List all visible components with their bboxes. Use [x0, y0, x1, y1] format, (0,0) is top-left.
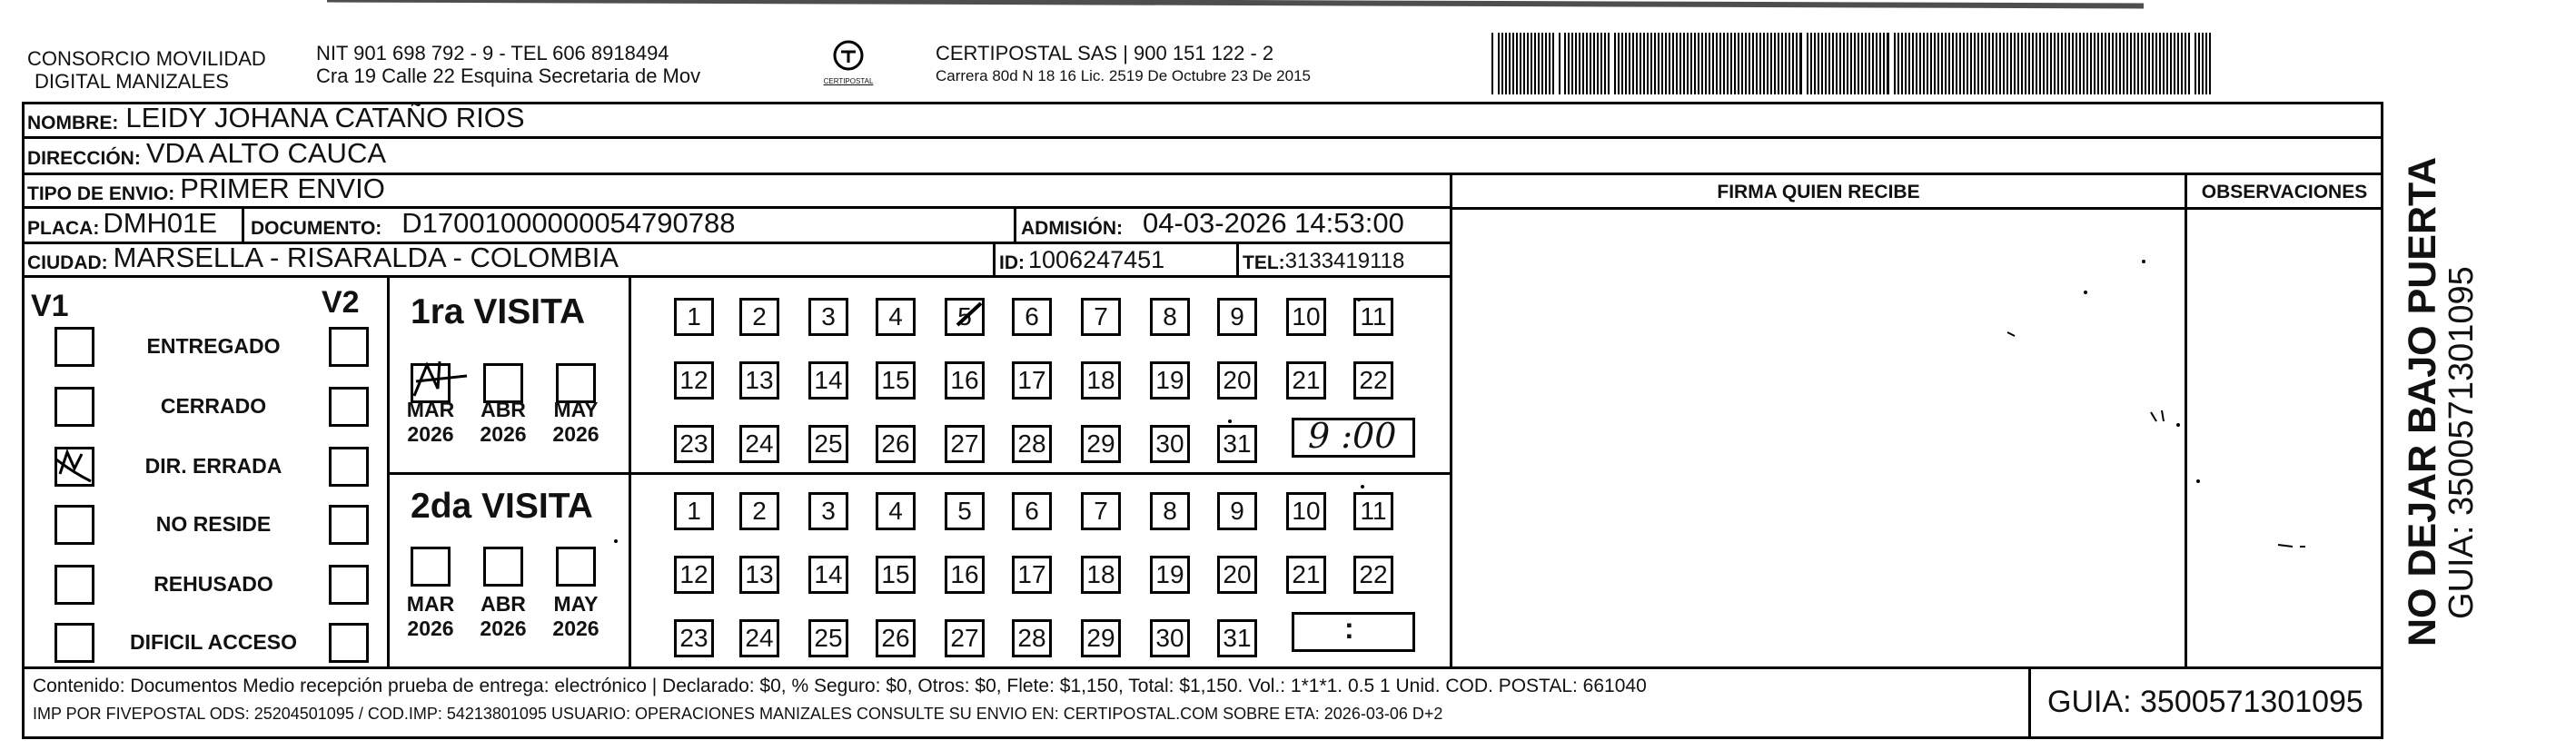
firma-header: FIRMA QUIEN RECIBE [1717, 182, 1920, 202]
side-warning: NO DEJAR BAJO PUERTA [2401, 156, 2444, 646]
footer-line1: Contenido: Documentos Medio recepción prueba de entrega: electrónico | Declarado: $0, % Seguro: $0, Otros: $0, Flete: $1,150, Total: $1,150. Vol.: 1*1*1. 0.5 1 Unid. COD. POSTAL: 661040 [33, 676, 1647, 696]
first-visit-day[interactable]: 1 [674, 298, 714, 336]
month-name: MAR [406, 592, 455, 616]
second-visit-day[interactable]: 8 [1150, 492, 1190, 530]
nombre-label: NOMBRE: [27, 113, 119, 133]
placa-label: PLACA: [27, 218, 100, 239]
logo-text: CERTIPOSTAL [823, 77, 874, 85]
second-visit-day[interactable]: 3 [808, 492, 848, 530]
placa-value: DMH01E [103, 207, 218, 239]
first-visit-day[interactable]: 16 [945, 361, 985, 400]
month-name: MAR [406, 398, 455, 421]
company-line1: CONSORCIO MOVILIDAD [27, 47, 266, 70]
second-visit-day[interactable]: 2 [739, 492, 779, 530]
tipo-label: TIPO DE ENVIO: [27, 183, 175, 204]
first-visit-day[interactable]: 3 [808, 298, 848, 336]
courier-line2: Carrera 80d N 18 16 Lic. 2519 De Octubre 23 De 2015 [936, 67, 1311, 84]
second-visit-day[interactable]: 11 [1353, 492, 1393, 530]
admision-value: 04-03-2026 14:53:00 [1143, 207, 1404, 239]
second-visit-day[interactable]: 18 [1081, 556, 1121, 594]
second-visit-day[interactable]: 4 [876, 492, 916, 530]
second-visit-day[interactable]: 27 [945, 619, 985, 657]
second-visit-day[interactable]: 26 [876, 619, 916, 657]
side-guia: GUIA: 3500571301095 [2442, 266, 2481, 619]
status-label: DIFICIL ACCESO [129, 630, 297, 654]
observaciones-header: OBSERVACIONES [2201, 182, 2368, 202]
second-visit-day[interactable]: 30 [1150, 619, 1190, 657]
first-visit-day[interactable]: 17 [1012, 361, 1052, 400]
status-label: NO RESIDE [155, 512, 272, 536]
second-visit-day[interactable]: 28 [1012, 619, 1052, 657]
footer-guia: GUIA: 3500571301095 [2047, 685, 2363, 719]
first-visit-day[interactable]: 5 [945, 298, 985, 336]
first-visit-day[interactable]: 31 [1217, 425, 1257, 463]
tel-label: TEL: [1243, 252, 1285, 273]
nit-line: NIT 901 698 792 - 9 - TEL 606 8918494 [316, 42, 669, 64]
month-year: 2026 [407, 422, 454, 446]
first-visit-day[interactable]: 4 [876, 298, 916, 336]
first-visit-time: 9 :00 [1308, 416, 1397, 456]
second-visit-day[interactable]: 5 [945, 492, 985, 530]
second-visit-day[interactable]: 22 [1353, 556, 1393, 594]
first-visit-day[interactable]: 27 [945, 425, 985, 463]
first-visit-day[interactable]: 28 [1012, 425, 1052, 463]
footer-line2: IMP POR FIVEPOSTAL ODS: 25204501095 / COD.IMP: 54213801095 USUARIO: OPERACIONES MANIZALES CONSULTE SU ENVIO EN: CERTIPOSTAL.COM SOBRE ETA: 2026-03-06 D+2 [33, 705, 1443, 723]
first-visit-day[interactable]: 10 [1286, 298, 1326, 336]
documento-label: DOCUMENTO: [251, 218, 382, 239]
first-visit-title: 1ra VISITA [411, 292, 586, 331]
status-label: DIR. ERRADA [144, 454, 282, 478]
month-year: 2026 [407, 617, 454, 640]
v1-header: V1 [31, 289, 69, 323]
month-year: 2026 [480, 422, 527, 446]
first-visit-day[interactable]: 26 [876, 425, 916, 463]
second-visit-day[interactable]: 29 [1081, 619, 1121, 657]
month-name: ABR [481, 398, 526, 421]
first-visit-day[interactable]: 23 [674, 425, 714, 463]
month-name: MAY [553, 592, 599, 616]
month-year: 2026 [480, 617, 527, 640]
first-visit-day[interactable]: 24 [739, 425, 779, 463]
first-visit-day[interactable]: 21 [1286, 361, 1326, 400]
direccion-label: DIRECCIÓN: [27, 148, 141, 169]
tel-value: 3133419118 [1284, 249, 1405, 273]
admision-label: ADMISIÓN: [1021, 218, 1123, 239]
second-visit-day[interactable]: 20 [1217, 556, 1257, 594]
second-visit-day[interactable]: 17 [1012, 556, 1052, 594]
ciudad-value: MARSELLA - RISARALDA - COLOMBIA [113, 242, 619, 273]
second-visit-day[interactable]: 13 [739, 556, 779, 594]
first-visit-day[interactable]: 29 [1081, 425, 1121, 463]
second-visit-day[interactable]: 9 [1217, 492, 1257, 530]
first-visit-day[interactable]: 13 [739, 361, 779, 400]
second-visit-day[interactable]: 14 [808, 556, 848, 594]
ciudad-label: CIUDAD: [27, 252, 108, 273]
second-visit-day[interactable]: 12 [674, 556, 714, 594]
v2-header: V2 [322, 285, 360, 320]
first-visit-day[interactable]: 11 [1353, 298, 1393, 336]
second-visit-time: : [1344, 612, 1354, 645]
second-visit-day[interactable]: 19 [1150, 556, 1190, 594]
status-label: ENTREGADO [146, 334, 281, 358]
status-label: REHUSADO [154, 572, 273, 596]
second-visit-day[interactable]: 15 [876, 556, 916, 594]
stray-mark [1357, 298, 1361, 301]
tipo-value: PRIMER ENVIO [180, 173, 385, 204]
second-visit-day[interactable]: 21 [1286, 556, 1326, 594]
first-visit-day[interactable]: 7 [1081, 298, 1121, 336]
month-name: MAY [553, 398, 599, 421]
second-visit-day[interactable]: 23 [674, 619, 714, 657]
first-visit-day[interactable]: 8 [1150, 298, 1190, 336]
first-visit-day[interactable]: 18 [1081, 361, 1121, 400]
first-visit-day[interactable]: 6 [1012, 298, 1052, 336]
nombre-value: LEIDY JOHANA CATAÑO RIOS [125, 102, 525, 133]
id-label: ID: [999, 252, 1025, 273]
direccion-value: VDA ALTO CAUCA [145, 137, 387, 169]
guia-divider [2028, 668, 2031, 739]
first-visit-day[interactable]: 12 [674, 361, 714, 400]
second-visit-day[interactable]: 6 [1012, 492, 1052, 530]
second-visit-day[interactable]: 31 [1217, 619, 1257, 657]
first-visit-day[interactable]: 30 [1150, 425, 1190, 463]
courier-line1: CERTIPOSTAL SAS | 900 151 122 - 2 [936, 42, 1274, 64]
second-visit-day[interactable]: 1 [674, 492, 714, 530]
first-visit-day[interactable]: 9 [1217, 298, 1257, 336]
second-visit-day[interactable]: 7 [1081, 492, 1121, 530]
first-visit-day[interactable]: 25 [808, 425, 848, 463]
second-visit-day[interactable]: 10 [1286, 492, 1326, 530]
month-name: ABR [481, 592, 526, 616]
second-visit-day[interactable]: 16 [945, 556, 985, 594]
second-visit-title: 2da VISITA [411, 487, 593, 526]
month-year: 2026 [552, 422, 599, 446]
status-label: CERRADO [160, 394, 267, 418]
first-visit-day[interactable]: 19 [1150, 361, 1190, 400]
address-line: Cra 19 Calle 22 Esquina Secretaria de Mov [316, 64, 701, 87]
second-visit-day[interactable]: 25 [808, 619, 848, 657]
company-line2: DIGITAL MANIZALES [35, 70, 229, 93]
first-visit-day[interactable]: 2 [739, 298, 779, 336]
id-value: 1006247451 [1028, 246, 1165, 273]
second-visit-day[interactable]: 24 [739, 619, 779, 657]
first-visit-day[interactable]: 15 [876, 361, 916, 400]
side-text [2402, 138, 2520, 646]
first-visit-day[interactable]: 20 [1217, 361, 1257, 400]
month-year: 2026 [552, 617, 599, 640]
first-visit-day[interactable]: 14 [808, 361, 848, 400]
documento-value: D17001000000054790788 [401, 207, 736, 239]
first-visit-day[interactable]: 22 [1353, 361, 1393, 400]
